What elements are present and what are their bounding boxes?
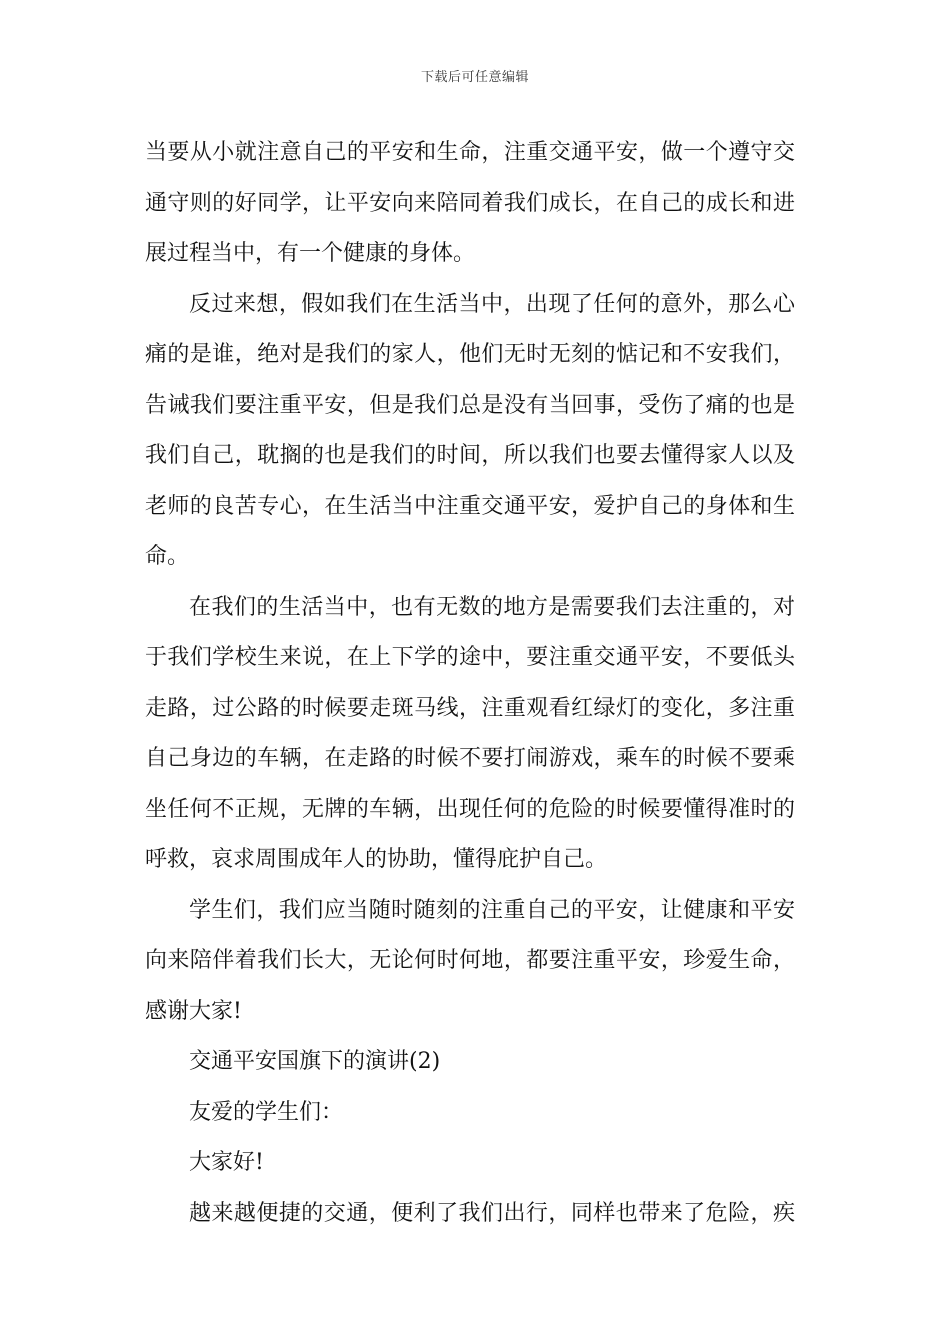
text-line: 自己身边的车辆，在走路的时候不要打闹游戏，乘车的时候不要乘 xyxy=(145,746,795,771)
text-line: 我们自己，耽搁的也是我们的时间，所以我们也要去懂得家人以及 xyxy=(145,443,795,468)
paragraph xyxy=(145,1138,795,1189)
text-line: 坐任何不正规，无牌的车辆，出现任何的危险的时候要懂得准时的 xyxy=(145,796,795,822)
text-line: 友爱的学生们： xyxy=(189,1099,344,1125)
text-line: 呼救，哀求周围成年人的协助，懂得庇护自己。 xyxy=(145,847,608,872)
text-line: 越来越便捷的交通，便利了我们出行，同样也带来了危险，疾 xyxy=(189,1200,795,1226)
text-line: 走路，过公路的时候要走斑马线，注重观看红绿灯的变化，多注重 xyxy=(145,695,795,721)
document-body xyxy=(145,128,795,1239)
text-line: 老师的良苦专心，在生活当中注重交通平安，爱护自己的身体和生 xyxy=(145,493,795,519)
paragraph xyxy=(145,1037,795,1088)
text-line: 交通平安国旗下的演讲(2) xyxy=(189,1049,441,1074)
text-line: 在我们的生活当中，也有无数的地方是需要我们去注重的，对 xyxy=(189,594,795,620)
text-line: 于我们学校生来说，在上下学的途中，要注重交通平安，不要低头 xyxy=(145,645,795,670)
page-header: 下载后可任意编辑 xyxy=(420,70,529,85)
text-line: 向来陪伴着我们长大，无论何时何地，都要注重平安，珍爱生命， xyxy=(145,948,795,973)
text-line: 告诫我们要注重平安，但是我们总是没有当回事，受伤了痛的也是 xyxy=(145,392,795,418)
text-line: 痛的是谁，绝对是我们的家人，他们无时无刻的惦记和不安我们， xyxy=(145,342,795,367)
paragraph xyxy=(145,280,795,583)
text-line: 通守则的好同学，让平安向来陪同着我们成长，在自己的成长和进 xyxy=(145,190,795,216)
text-line: 感谢大家! xyxy=(145,998,242,1024)
text-line: 命。 xyxy=(145,544,190,569)
text-line: 当要从小就注意自己的平安和生命，注重交通平安，做一个遵守交 xyxy=(145,140,795,165)
text-line: 大家好! xyxy=(189,1150,264,1175)
paragraph xyxy=(145,128,795,280)
text-line: 学生们，我们应当随时随刻的注重自己的平安，让健康和平安 xyxy=(189,897,795,923)
paragraph xyxy=(145,1189,795,1240)
text-line: 反过来想，假如我们在生活当中，出现了任何的意外，那么心 xyxy=(189,291,795,317)
paragraph xyxy=(145,583,795,886)
text-line: 展过程当中，有一个健康的身体。 xyxy=(145,241,476,266)
paragraph xyxy=(145,1088,795,1139)
paragraph xyxy=(145,886,795,1038)
